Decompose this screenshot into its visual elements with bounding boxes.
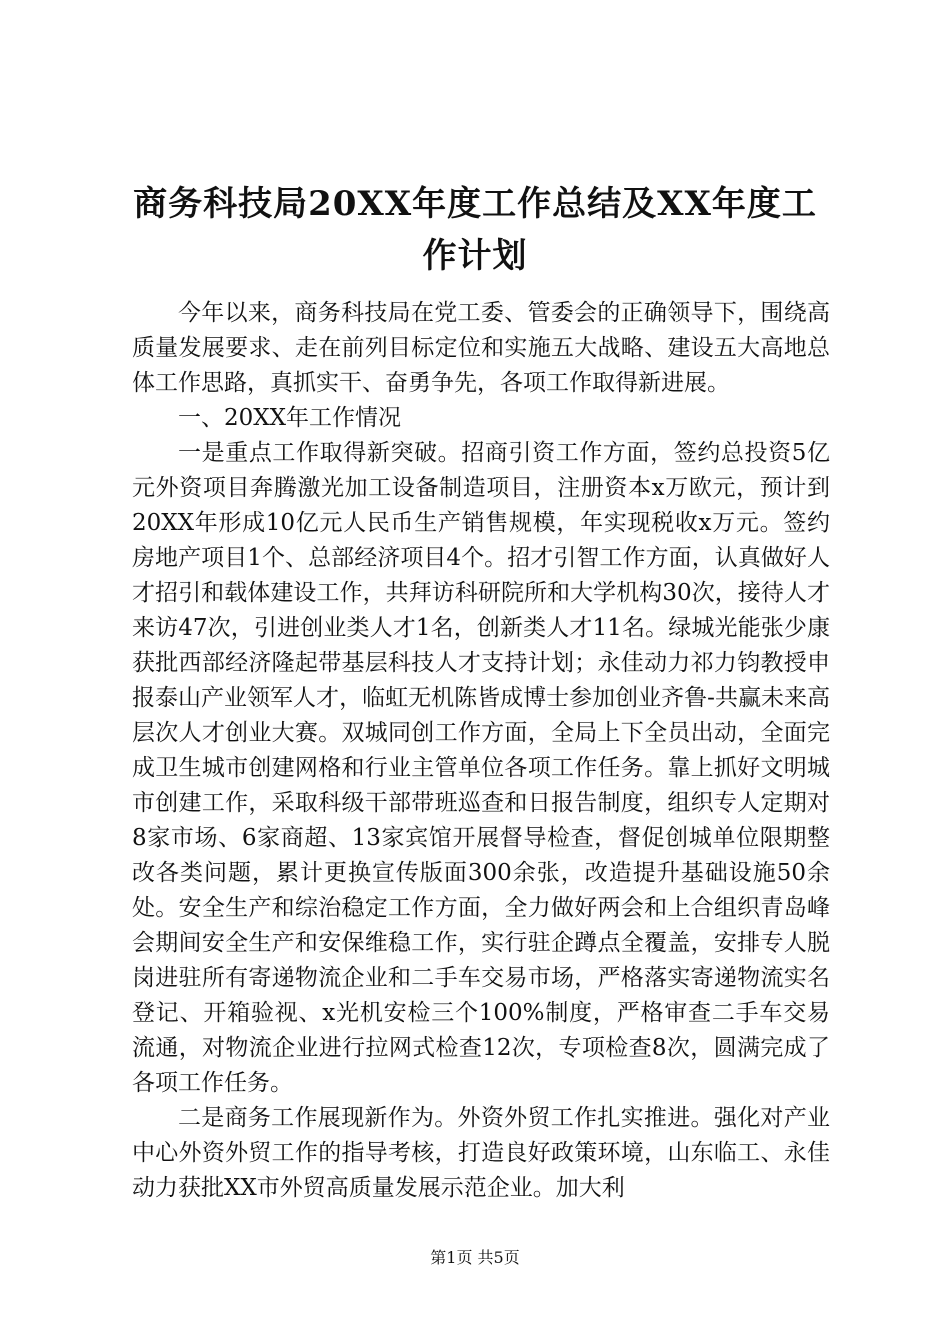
document-title: 商务科技局20XX年度工作总结及XX年度工作计划 <box>133 184 817 276</box>
section-heading: 一、20XX年工作情况 <box>178 405 402 431</box>
paragraph-key-work: 一是重点工作取得新突破。招商引资工作方面，签约总投资5亿元外资项目奔腾激光加工设备制造项目，注册资本x万欧元，预计到20XX年形成10亿元人民币生产销售规模，年实现税收x万元。签约房地产项目1个、总部经济项目4个。招才引智工作方面，认真做好人才招引和载体建设工作，共拜访科研院所和大学机构30次，接待人才来访47次，引进创业类人才1名，创新类人才11名。绿城光能张少康获批西部经济隆起带基层科技人才支持计划；永佳动力祁力钧教授申报泰山产业领军人才，临虹无机陈皆成博士参加创业齐鲁-共赢未来高层次人才创业大赛。双城同创工作方面，全局上下全员出动，全面完成卫生城市创建网格和行业主管单位各项工作任务。靠上抓好文明城市创建工作，采取科级干部带班巡查和日报告制度，组织专人定期对8家市场、6家商超、13家宾馆开展督导检查，督促创城单位限期整改各类问题，累计更换宣传版面300余张，改造提升基础设施50余处。安全生产和综治稳定工作方面，全力做好两会和上合组织青岛峰会期间安全生产和安保维稳工作，实行驻企蹲点全覆盖，安排专人脱岗进驻所有寄递物流企业和二手车交易市场，严格落实寄递物流实名登记、开箱验视、x光机安检三个100%制度，严格审查二手车交易流通，对物流企业进行拉网式检查12次，专项检查8次，圆满完成了各项工作任务。 <box>132 440 830 1096</box>
page-number-footer: 第1页 共5页 <box>430 1248 520 1267</box>
document-body <box>132 296 830 1206</box>
paragraph-commerce-work: 二是商务工作展现新作为。外资外贸工作扎实推进。强化对产业中心外资外贸工作的指导考核，打造良好政策环境，山东临工、永佳动力获批XX市外贸高质量发展示范企业。加大利 <box>132 1105 830 1201</box>
paragraph-intro: 今年以来，商务科技局在党工委、管委会的正确领导下，围绕高质量发展要求、走在前列目标定位和实施五大战略、建设五大高地总体工作思路，真抓实干、奋勇争先，各项工作取得新进展。 <box>132 300 830 396</box>
